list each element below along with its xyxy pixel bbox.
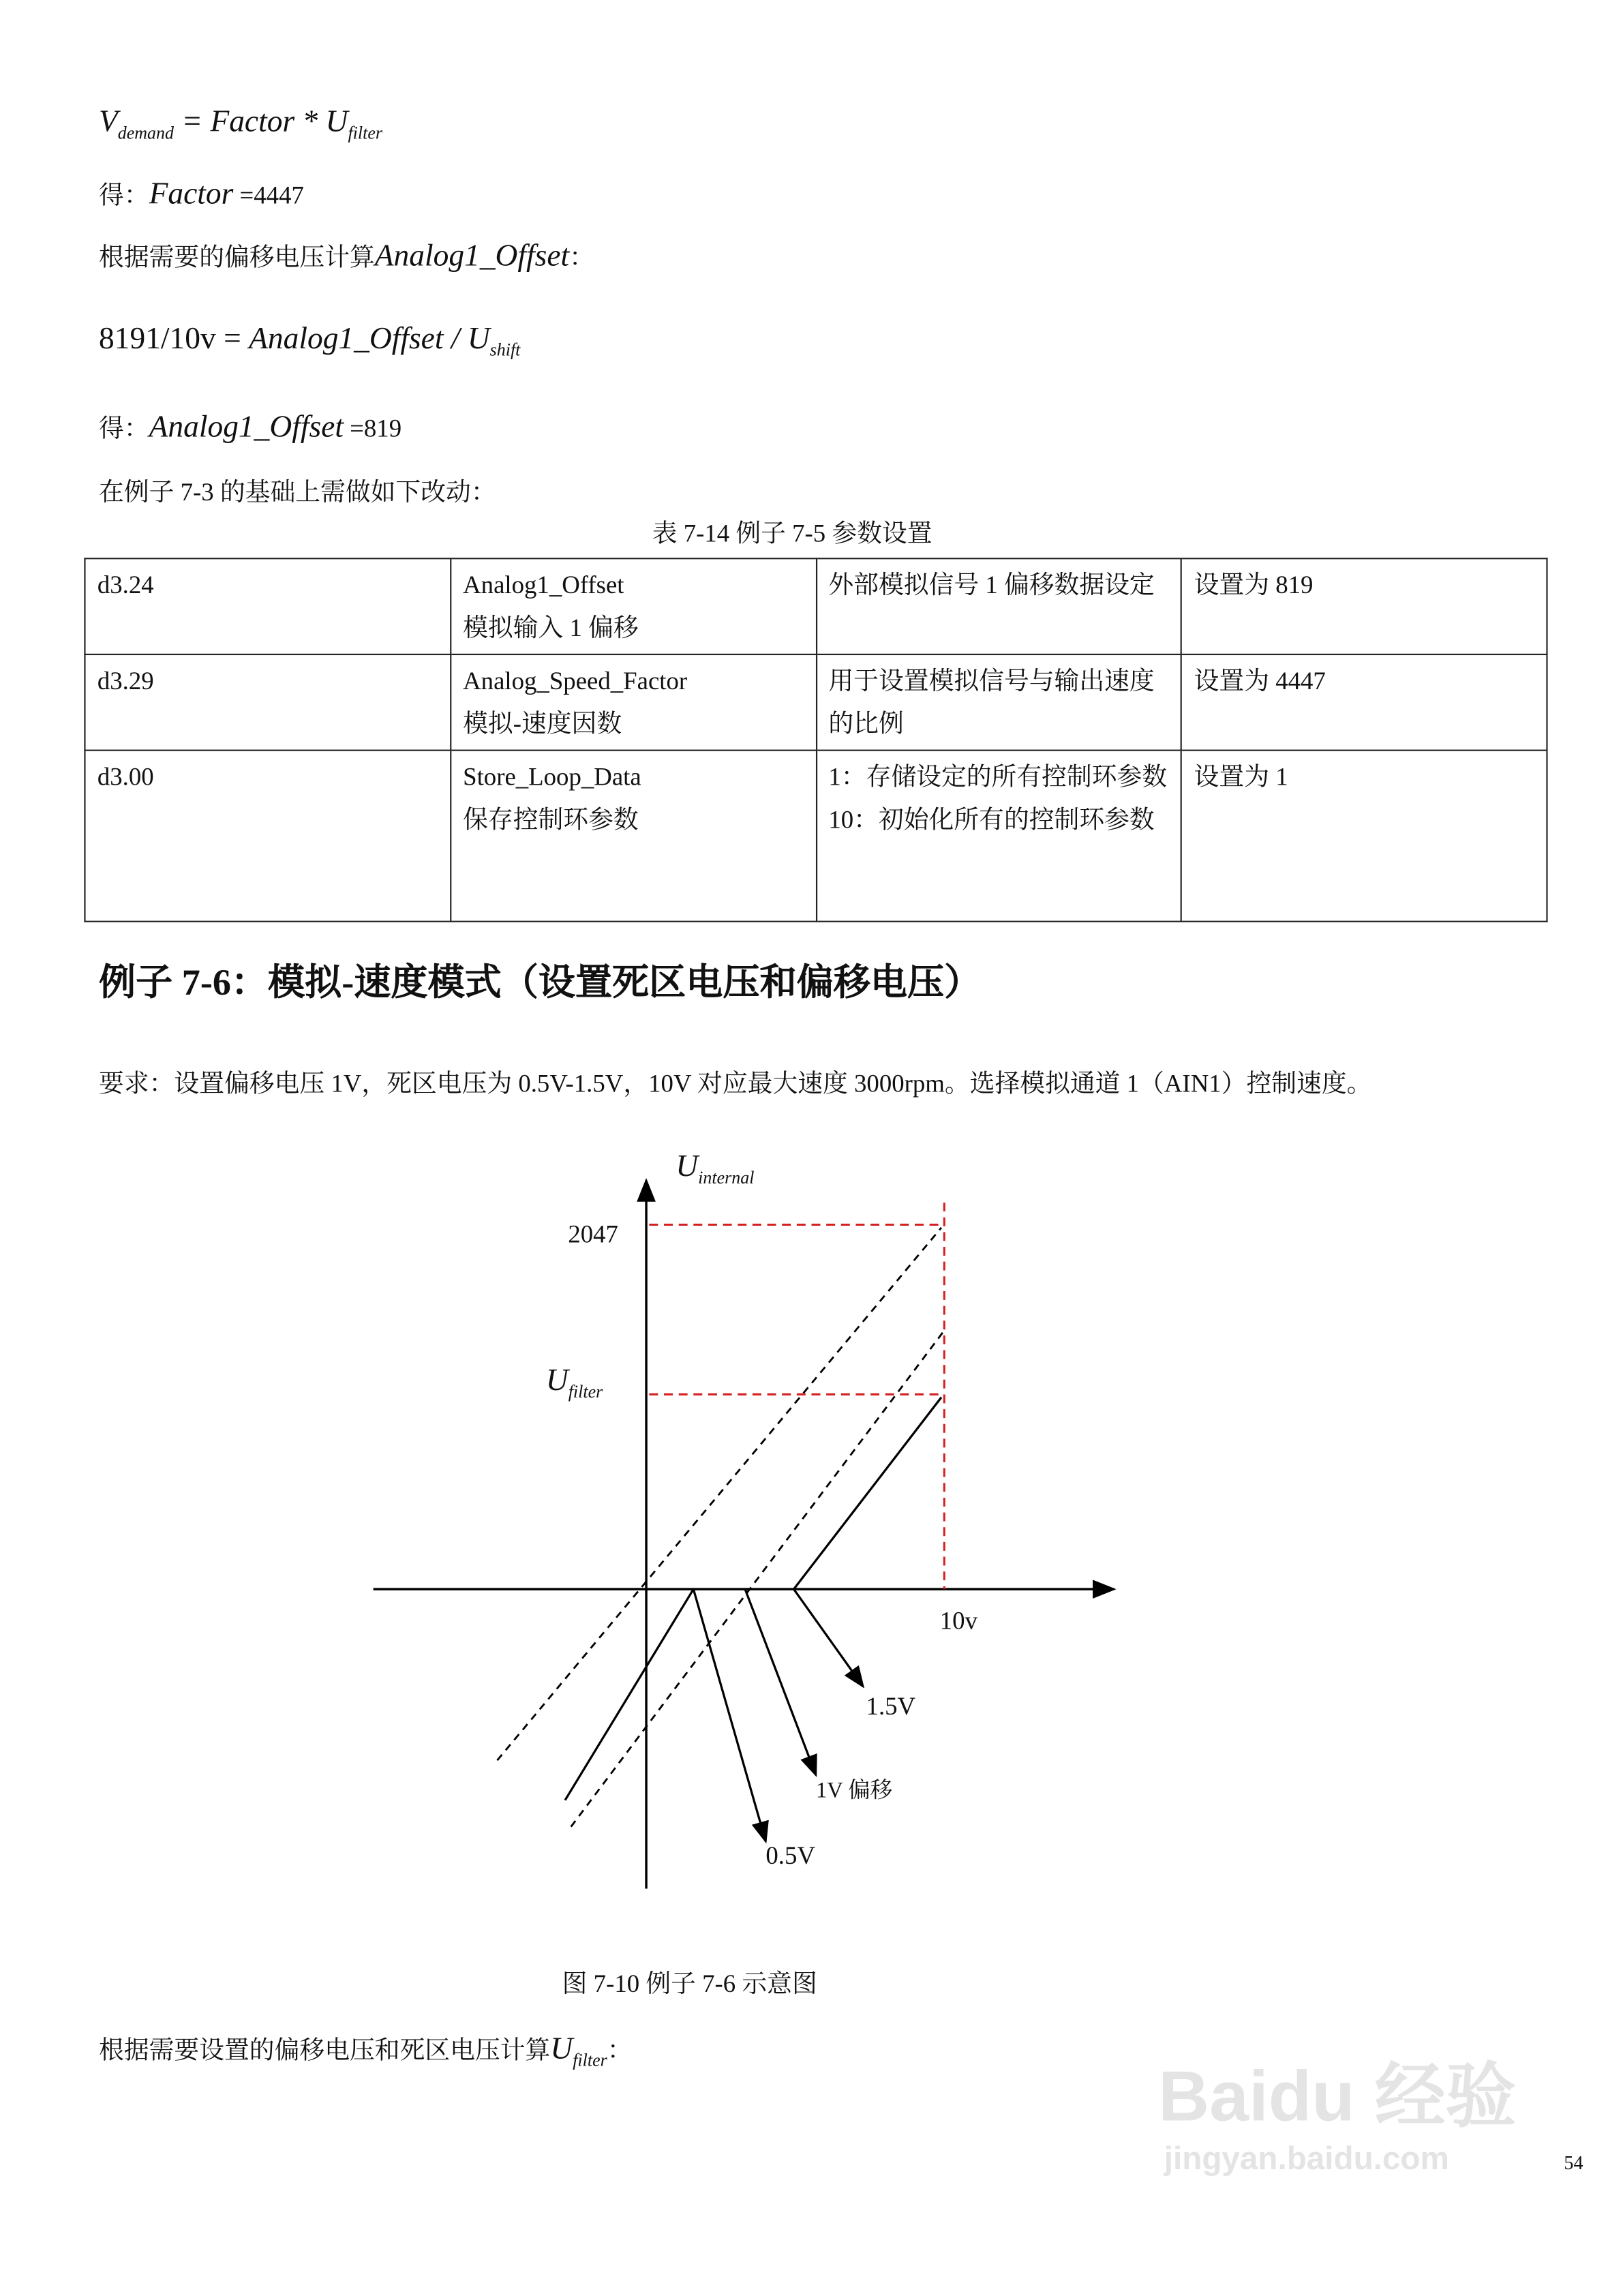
var-v: V — [99, 103, 118, 139]
suffix: ： — [607, 2036, 633, 2065]
u: U — [545, 1361, 568, 1398]
param-name: Analog1_Offset — [463, 571, 624, 599]
table-caption: 表 7-14 例子 7-5 参数设置 — [652, 519, 932, 548]
watermark-url: jingyan.baidu.com — [1164, 2139, 1449, 2177]
text: 根据需要设置的偏移电压和死区电压计算 — [99, 2036, 551, 2065]
param-desc: 保存控制环参数 — [463, 805, 639, 834]
sub-shift: shift — [489, 339, 521, 361]
figure-caption: 图 7-10 例子 7-6 示意图 — [562, 1969, 817, 1998]
u: U — [676, 1147, 699, 1183]
cell-setting: 设置为 4447 — [1181, 654, 1547, 751]
var: Analog1_Offset — [149, 408, 344, 444]
var: Analog1_Offset — [374, 237, 570, 273]
cell-index: d3.00 — [85, 751, 450, 922]
sub-filter: filter — [568, 1380, 603, 1402]
label-1v-offset: 1V 偏移 — [815, 1779, 893, 1804]
section-heading: 例子 7-6：模拟-速度模式（设置死区电压和偏移电压） — [99, 963, 982, 1003]
left: 8191/10v = — [99, 320, 249, 356]
cell-setting: 设置为 1 — [1181, 751, 1547, 922]
last-line — [99, 2030, 633, 2070]
y-axis-label — [676, 1147, 755, 1188]
watermark-brand: Baidu 经验 — [1158, 2058, 1517, 2137]
cell-setting: 设置为 819 — [1181, 558, 1547, 654]
requirement-text: 要求：设置偏移电压 1V，死区电压为 0.5V-1.5V，10V 对应最大速度 3000rpm。选择模拟通道 1（AIN1）控制速度。 — [99, 1070, 1372, 1098]
arrow-0-5v — [693, 1589, 765, 1841]
desc-line: 1：存储设定的所有控制环参数 — [828, 763, 1168, 791]
value: =819 — [343, 414, 402, 443]
y-max-label: 2047 — [568, 1220, 618, 1249]
cell-description: 外部模拟信号 1 偏移数据设定 — [816, 558, 1181, 654]
solid-line-positive — [794, 1398, 941, 1589]
y-filter-label — [545, 1361, 603, 1402]
value: =4447 — [233, 181, 304, 210]
arrow-1-5v — [794, 1589, 864, 1687]
page-number: 54 — [1564, 2151, 1583, 2174]
sub-internal: internal — [698, 1167, 755, 1188]
var: Analog1_Offset / U — [249, 320, 490, 356]
cell-index: d3.24 — [85, 558, 450, 654]
arrow-1v — [745, 1589, 816, 1775]
param-desc: 模拟输入 1 偏移 — [463, 614, 639, 642]
sub: filter — [573, 2049, 607, 2070]
cell-description: 用于设置模拟信号与输出速度的比例 — [816, 654, 1181, 751]
sub-demand: demand — [117, 122, 175, 143]
cell-index: d3.29 — [85, 654, 450, 751]
watermark — [1158, 2058, 1517, 2177]
var: U — [550, 2030, 573, 2066]
desc-line: 10：初始化所有的控制环参数 — [828, 805, 1155, 834]
solid-line-negative — [565, 1589, 693, 1800]
prefix: 得： — [99, 181, 149, 210]
var: Factor — [149, 175, 234, 211]
intro-text: 在例子 7-3 的基础上需做如下改动： — [99, 478, 496, 507]
suffix: ： — [569, 243, 594, 272]
text: 根据需要的偏移电压计算 — [99, 243, 375, 272]
prefix: 得： — [99, 414, 149, 443]
param-name: Analog_Speed_Factor — [463, 667, 688, 695]
x-max-label: 10v — [939, 1607, 977, 1635]
param-desc: 模拟-速度因数 — [463, 710, 622, 738]
dashed-line-offset — [571, 1333, 943, 1827]
sub-filter: filter — [348, 122, 382, 143]
label-0-5v: 0.5V — [765, 1841, 815, 1870]
param-name: Store_Loop_Data — [463, 763, 641, 791]
label-1-5v: 1.5V — [866, 1692, 916, 1721]
formula-mid: = Factor * U — [174, 103, 348, 139]
